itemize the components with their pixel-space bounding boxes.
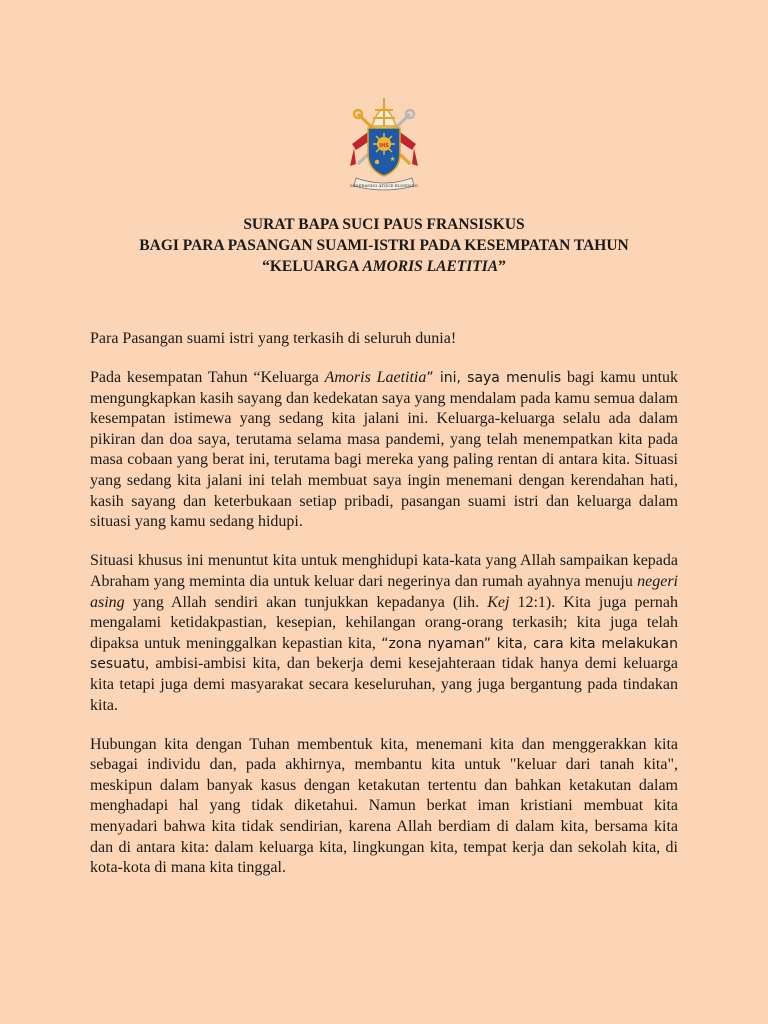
paragraph-3: Hubungan kita dengan Tuhan membentuk kita, menemani kita dan menggerakkan kita sebagai individu dan, pada akhirnya, membantu kita untuk "keluar dari tanah kita", meskipun dalam banyak kasus dengan ketakutan tertentu dan bahkan ketakutan dalam menghadapi hal yang tidak diketahui. Namun berkat iman kristiani membuat kita menyadari bahwa kita tidak sendirian, karena Allah berdiam di dalam kita, bersama kita dan di antara kita: dalam keluarga kita, lingkungan kita, tempat kerja dan sekolah kita, di kota-kota di mana kita tinggal.	[90, 735, 678, 877]
paragraph-2-part-e: 12:1). Kita juga pernah mengalami ketidakpastian, kesepian, kehilangan orang-orang terkasih; kita juga telah dipaksa untuk meninggalkan kepastian kita,	[90, 593, 678, 652]
svg-text:IHS: IHS	[379, 143, 389, 149]
title-line-3-italic: AMORIS LAETITIA	[362, 258, 499, 275]
paragraph-2-italic-a: negeri asing	[90, 572, 678, 611]
paragraph-2-part-a: Situasi khusus ini menuntut kita untuk menghidupi kata-kata yang Allah sampaikan kepada Abraham yang meminta dia untuk keluar dari negerinya dan rumah ayahnya menuju	[90, 552, 678, 590]
paragraph-2-part-c: yang Allah sendiri akan tunjukkan kepadanya (lih.	[124, 593, 488, 611]
title-line-2: BAGI PARA PASANGAN SUAMI-ISTRI PADA KESEMPATAN TAHUN	[139, 237, 629, 254]
paragraph-2-italic-b: Kej	[487, 593, 510, 611]
paragraph-1-part-c: ” ini, saya menulis	[426, 370, 562, 387]
paragraph-1-italic: Amoris Laetitia	[324, 369, 427, 387]
paragraph-2	[90, 551, 678, 716]
paragraph-1-part-d: bagi kamu untuk mengungkapkan kasih sayang dan kedekatan saya yang mendalam pada kamu semua dalam kesempatan istimewa yang sedang kita jalani ini. Keluarga-keluarga selalu ada dalam pikiran dan doa saya, terutama selama masa pandemi, yang telah menempatkan kita pada masa cobaan yang berat ini, terutama bagi mereka yang paling rentan di antara kita. Situasi yang sedang kita jalani ini telah membuat saya ingin menemani dengan kerendahan hati, kasih sayang dan keterbukaan setiap pribadi, pasangan suami istri dan keluarga dalam situasi yang kamu sedang hidupi.	[90, 369, 679, 531]
salutation: Para Pasangan suami istri yang terkasih di seluruh dunia!	[90, 330, 457, 347]
title-line-3-prefix: “KELUARGA	[262, 258, 363, 275]
title-line-3	[60, 256, 708, 277]
title-line-3-suffix: ”	[498, 258, 506, 275]
paragraph-2-part-f: “zona nyaman” kita, cara kita melakukan sesuatu	[90, 635, 678, 673]
paragraph-1-part-a: Pada kesempatan Tahun “Keluarga	[90, 369, 325, 387]
crest-motto: MISERANDO ATQUE ELIGENDO	[350, 183, 418, 188]
paragraph-2-part-g: , ambisi-ambisi kita, dan bekerja demi kesejahteraan tidak hanya demi keluarga kita tetapi juga demi masyarakat secara keseluruhan, yang juga bergantung pada tindakan kita.	[90, 655, 678, 714]
paragraph-1	[90, 368, 678, 533]
papal-coat-of-arms-icon	[346, 92, 422, 192]
letter-body	[90, 329, 678, 897]
title-line-1: SURAT BAPA SUCI PAUS FRANSISKUS	[243, 216, 525, 233]
letter-title	[60, 214, 708, 277]
